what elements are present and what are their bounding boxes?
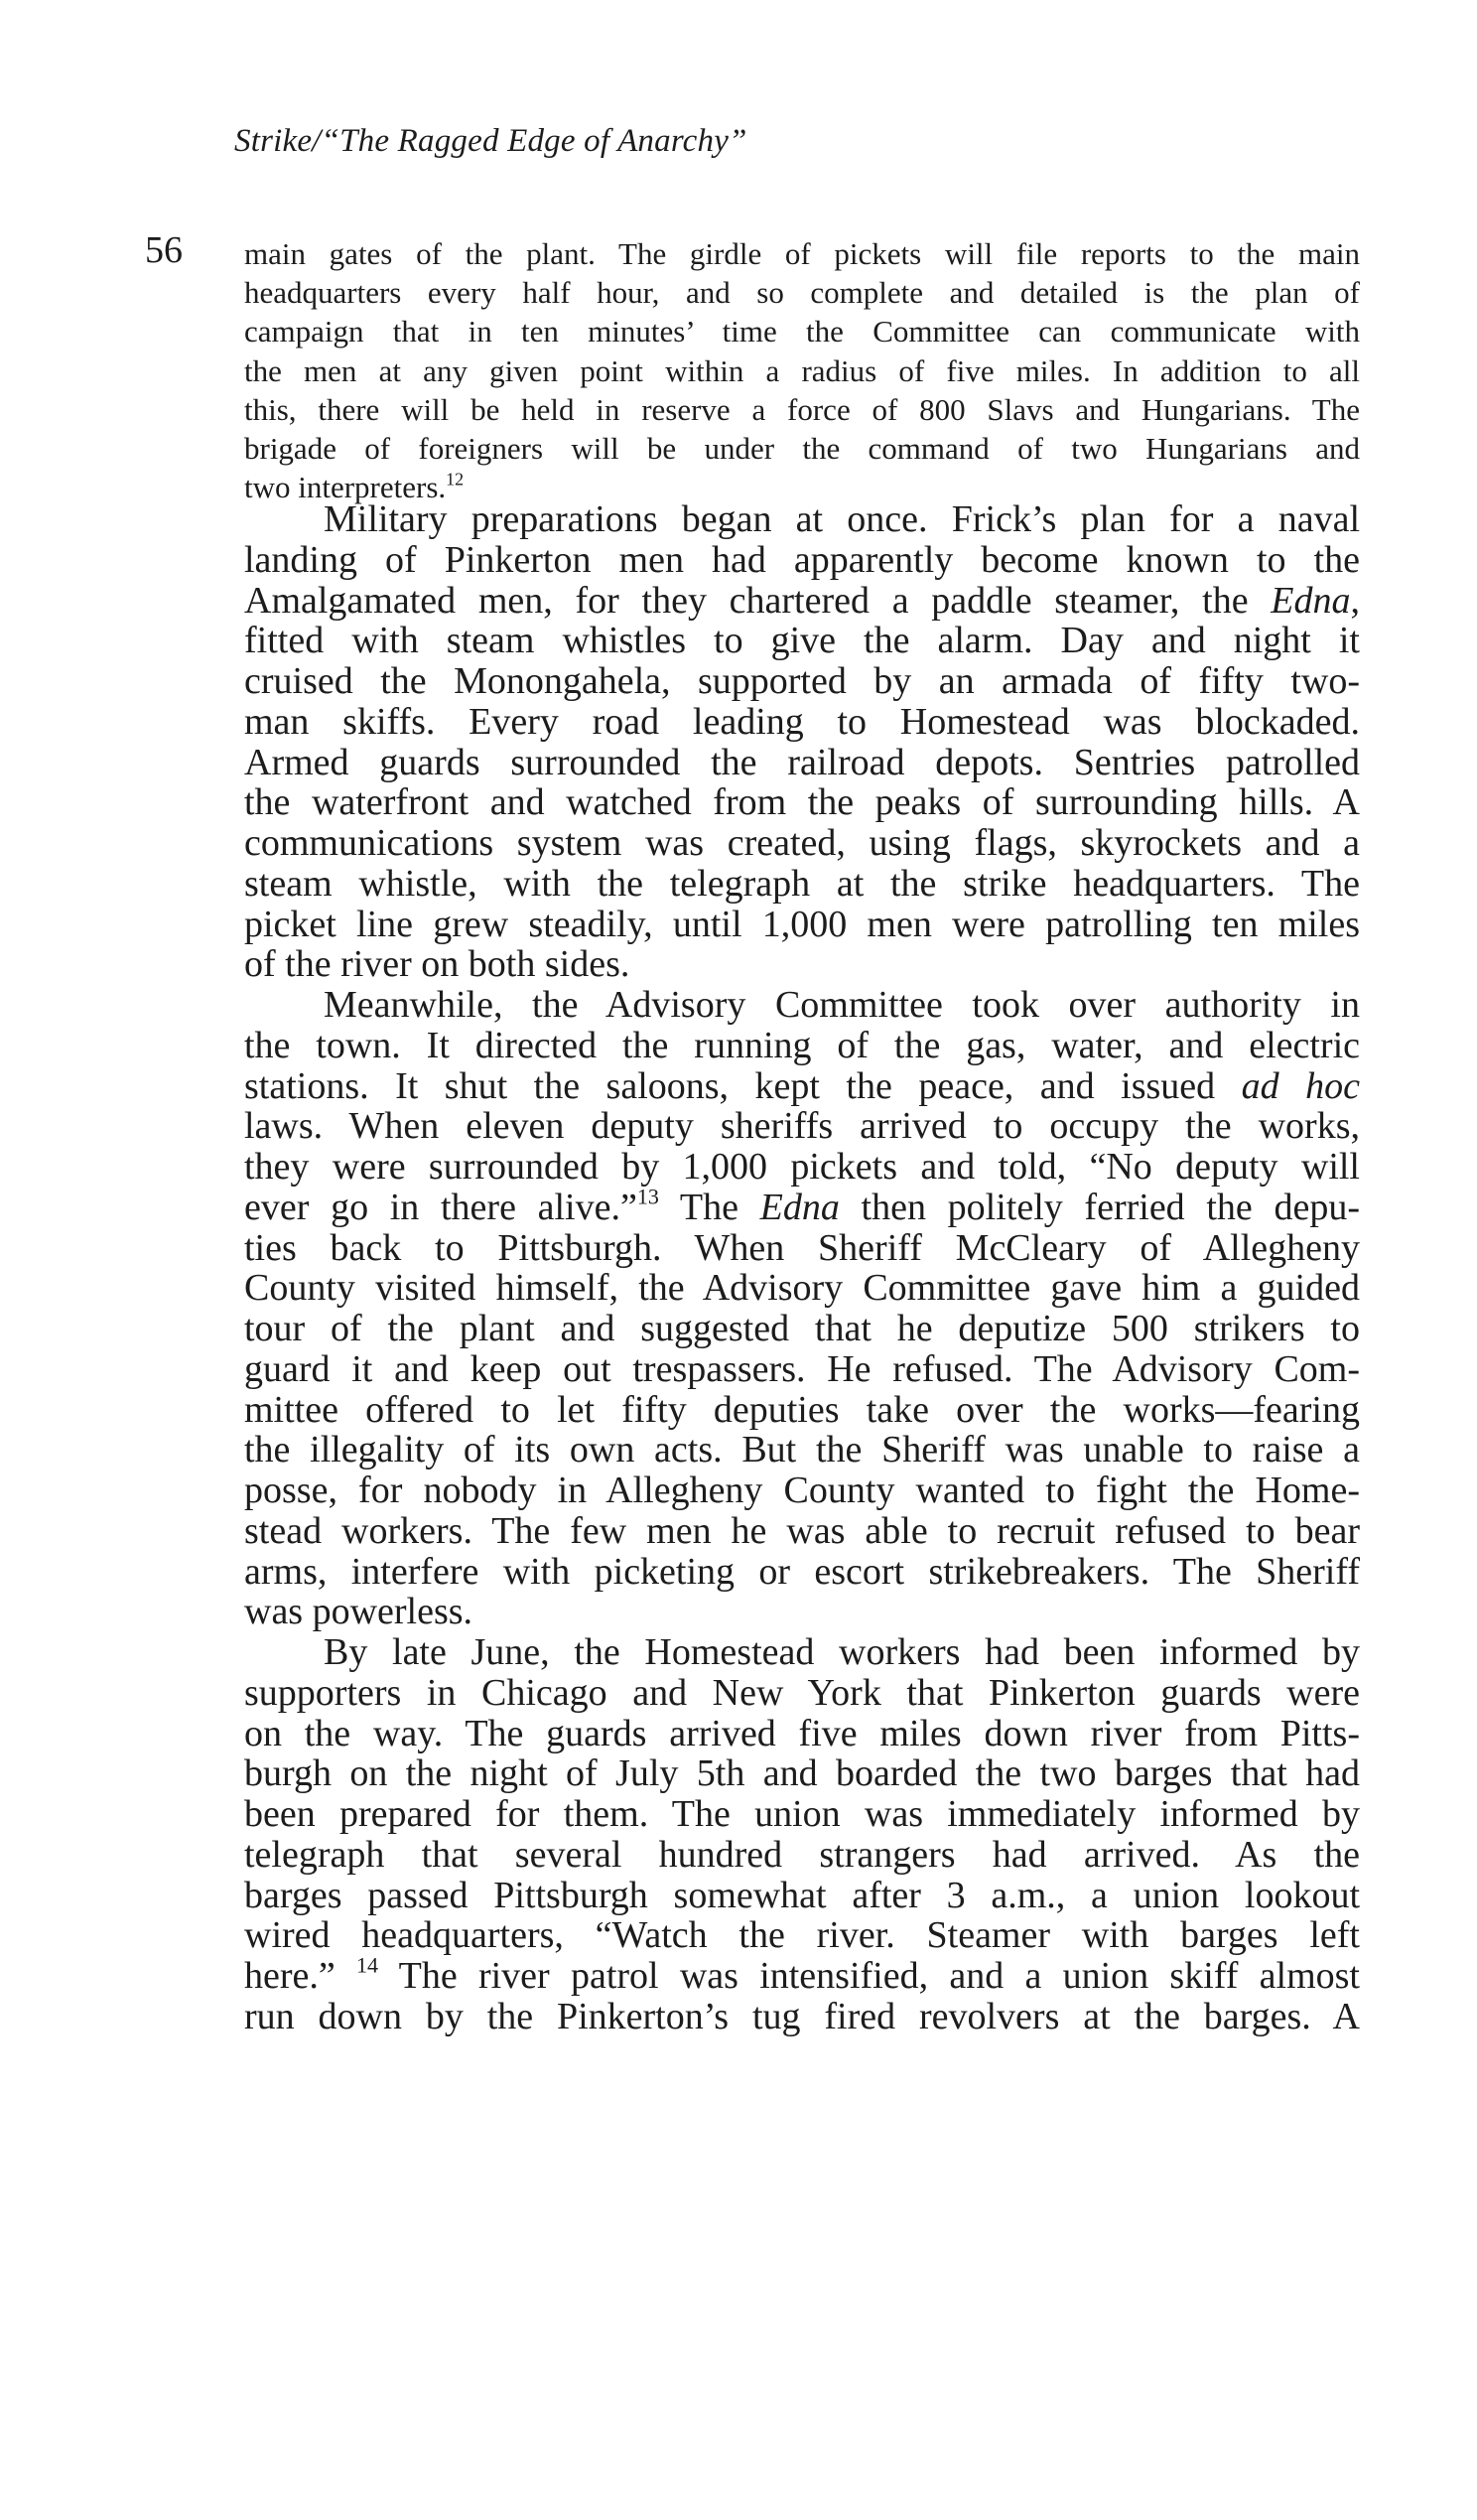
paragraph-line: telegraph that several hundred strangers had arrived. As the (244, 1833, 1360, 1876)
ship-name-edna: Edna (759, 1186, 840, 1228)
paragraph-line: mittee offered to let fifty deputies take over the works—fearing (244, 1388, 1360, 1431)
paragraph-line (244, 1952, 1360, 1997)
paragraph-line: wired headquarters, “Watch the river. Steamer with barges left (244, 1914, 1360, 1957)
quote-line: headquarters every half hour, and so complete and detailed is the plan of (244, 275, 1360, 311)
footnote-ref-13: 13 (636, 1184, 659, 1209)
paragraph-line: been prepared for them. The union was immediately informed by (244, 1793, 1360, 1835)
paragraph-line: stead workers. The few men he was able to recruit refused to bear (244, 1509, 1360, 1552)
paragraph-line: tour of the plant and suggested that he deputize 500 strikers to (244, 1308, 1360, 1349)
running-head: Strike/“The Ragged Edge of Anarchy” (234, 123, 747, 159)
paragraph-line: laws. When eleven deputy sheriffs arrived to occupy the works, (244, 1105, 1360, 1148)
footnote-ref-14: 14 (356, 1952, 379, 1978)
body-text (244, 499, 1360, 2037)
quote-line: the men at any given point within a radius of five miles. In addition to all (244, 352, 1360, 388)
paragraph-line: of the river on both sides. (244, 943, 630, 986)
line-text: here.” (244, 1955, 357, 1997)
paragraph-line: County visited himself, the Advisory Committee gave him a guided (244, 1267, 1360, 1310)
paragraph-line: By late June, the Homestead workers had been informed by (324, 1631, 1360, 1673)
paragraph-line: they were surrounded by 1,000 pickets and told, “No deputy will (244, 1146, 1360, 1188)
quote-line: brigade of foreigners will be under the command of two Hungarians and (244, 430, 1360, 466)
ship-name-edna: Edna (1271, 579, 1351, 622)
paragraph-line: run down by the Pinkerton’s tug fired revolvers at the barges. A (244, 1995, 1360, 2037)
quote-line-text: two interpreters. (244, 470, 447, 505)
line-text: stations. It shut the saloons, kept the peace, and issued (244, 1064, 1242, 1107)
paragraph-line: ties back to Pittsburgh. When Sheriff McCleary of Allegheny (244, 1226, 1360, 1269)
quote-line: this, there will be held in reserve a force of 800 Slavs and Hungarians. The (244, 391, 1360, 427)
page-number: 56 (145, 229, 183, 271)
line-text: , (1350, 579, 1360, 622)
line-text: The river patrol was intensified, and a union skiff almost (378, 1955, 1360, 1997)
paragraph-line: steam whistle, with the telegraph at the strike headquarters. The (244, 862, 1360, 905)
paragraph-line: barges passed Pittsburgh somewhat after 3 a.m., a union lookout (244, 1874, 1360, 1916)
paragraph-line: guard it and keep out trespassers. He refused. The Advisory Com- (244, 1347, 1360, 1390)
paragraph-line: communications system was created, using flags, skyrockets and a (244, 822, 1360, 864)
line-text: The (658, 1186, 760, 1228)
paragraph-line: the waterfront and watched from the peaks of surrounding hills. A (244, 781, 1360, 824)
paragraph-line: Meanwhile, the Advisory Committee took over authority in (324, 984, 1360, 1026)
line-text: ever go in there alive.” (244, 1186, 637, 1228)
paragraph-line: Military preparations began at once. Frick’s plan for a naval (324, 498, 1360, 540)
paragraph-line (244, 1066, 1360, 1107)
paragraph-line: on the way. The guards arrived five miles down river from Pitts- (244, 1712, 1360, 1754)
paragraph-line: the town. It directed the running of the gas, water, and electric (244, 1024, 1360, 1066)
footnote-ref-12: 12 (446, 469, 465, 490)
line-text: Amalgamated men, for they chartered a paddle steamer, the (244, 579, 1272, 622)
block-quote (244, 234, 1360, 506)
paragraph-line: man skiffs. Every road leading to Homestead was blockaded. (244, 700, 1360, 743)
paragraph-line: Armed guards surrounded the railroad depots. Sentries patrolled (244, 741, 1360, 783)
paragraph-line: cruised the Monongahela, supported by an armada of fifty two- (244, 660, 1360, 702)
paragraph-line: fitted with steam whistles to give the alarm. Day and night it (244, 620, 1360, 662)
paragraph-line: was powerless. (244, 1591, 473, 1633)
paragraph-line (244, 1184, 1360, 1228)
paragraph-line: the illegality of its own acts. But the Sheriff was unable to raise a (244, 1429, 1360, 1471)
paragraph-line: posse, for nobody in Allegheny County wanted to fight the Home- (244, 1470, 1360, 1511)
quote-line: main gates of the plant. The girdle of pickets will file reports to the main (244, 236, 1360, 271)
line-text: then politely ferried the depu- (839, 1186, 1360, 1228)
paragraph-line: picket line grew steadily, until 1,000 men were patrolling ten miles (244, 903, 1360, 945)
paragraph-line: landing of Pinkerton men had apparently become known to the (244, 538, 1360, 581)
paragraph-line: supporters in Chicago and New York that Pinkerton guards were (244, 1671, 1360, 1714)
paragraph-line: arms, interfere with picketing or escort strikebreakers. The Sheriff (244, 1550, 1360, 1593)
latin-phrase: ad hoc (1241, 1064, 1360, 1107)
paragraph-line: burgh on the night of July 5th and boarded the two barges that had (244, 1752, 1360, 1795)
quote-line: campaign that in ten minutes’ time the Committee can communicate with (244, 314, 1360, 350)
paragraph-line (244, 581, 1360, 622)
